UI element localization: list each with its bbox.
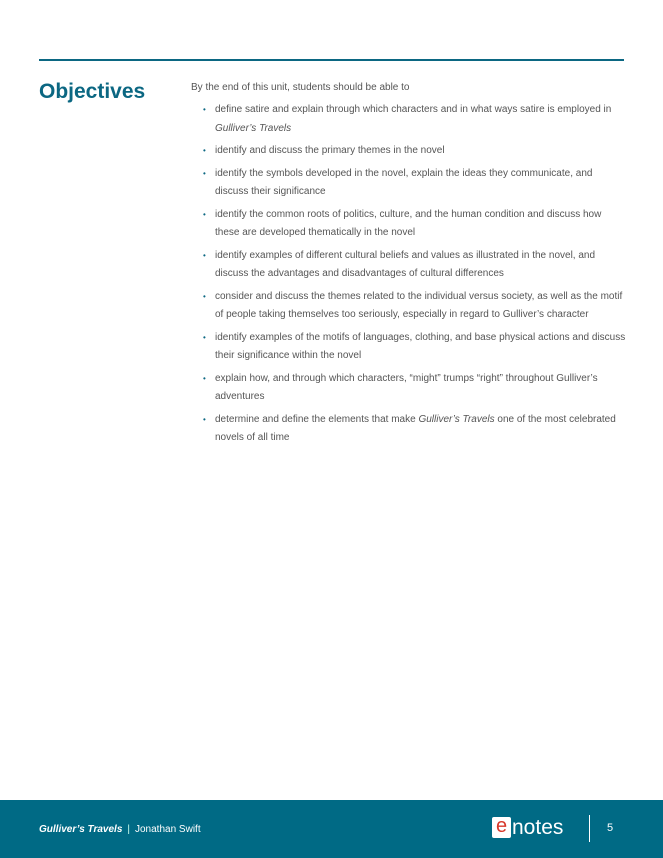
list-item xyxy=(201,206,626,243)
item-text: determine and define the elements that make xyxy=(215,413,419,425)
page-title: Objectives xyxy=(39,80,146,103)
footer xyxy=(0,800,663,858)
author: Jonathan Swift xyxy=(135,824,201,835)
bullet-icon: • xyxy=(203,105,206,114)
objectives-list xyxy=(201,101,626,452)
item-text: consider and discuss the themes related to the individual versus society, as well as the motif of people taking themselves too seriously, especially in regard to Gulliver’s character xyxy=(215,290,623,320)
item-text: identify the symbols developed in the novel, explain the ideas they communicate, and discuss their significance xyxy=(215,167,593,197)
item-text: define satire and explain through which characters and in what ways satire is employed in xyxy=(215,104,612,115)
list-item xyxy=(201,370,626,407)
bullet-icon: • xyxy=(203,373,206,383)
item-italic: Gulliver’s Travels xyxy=(215,122,292,134)
bullet-icon: • xyxy=(203,146,206,155)
list-item xyxy=(201,411,626,448)
item-text: identify examples of different cultural beliefs and values as illustrated in the novel, and discuss the advantages and disadvantages of cultural differences xyxy=(215,249,596,279)
page-number: 5 xyxy=(607,822,614,834)
list-item xyxy=(201,247,626,284)
item-text-end: one of the most celebrated novels of all time xyxy=(215,413,616,443)
book-title: Gulliver’s Travels xyxy=(39,824,123,835)
bullet-icon: • xyxy=(203,250,206,260)
list-item xyxy=(201,101,626,138)
bullet-icon: • xyxy=(203,168,206,178)
intro-text: By the end of this unit, students should be able to xyxy=(191,82,410,93)
separator: | xyxy=(127,824,130,835)
logo-text: notes xyxy=(512,816,564,839)
header-rule xyxy=(39,59,624,61)
list-item xyxy=(201,165,626,202)
list-item xyxy=(201,329,626,366)
item-italic: Gulliver’s Travels xyxy=(418,413,495,425)
item-text: identify the common roots of politics, culture, and the human condition and discuss how these are developed thematically in the novel xyxy=(215,208,602,238)
list-item xyxy=(201,142,626,161)
footer-title xyxy=(39,824,201,835)
bullet-icon: • xyxy=(203,332,206,342)
item-text: identify and discuss the primary themes in the novel xyxy=(215,145,445,156)
bullet-icon: • xyxy=(203,414,206,424)
item-text: identify examples of the motifs of languages, clothing, and base physical actions and discuss their significance within the novel xyxy=(215,331,626,361)
list-item xyxy=(201,288,626,325)
footer-divider xyxy=(589,815,590,842)
logo-e: e xyxy=(492,817,511,838)
bullet-icon: • xyxy=(203,291,206,301)
item-text: explain how, and through which characters, “might” trumps “right” throughout Gulliver’s adventures xyxy=(215,372,598,402)
bullet-icon: • xyxy=(203,209,206,219)
enotes-logo xyxy=(492,817,563,838)
